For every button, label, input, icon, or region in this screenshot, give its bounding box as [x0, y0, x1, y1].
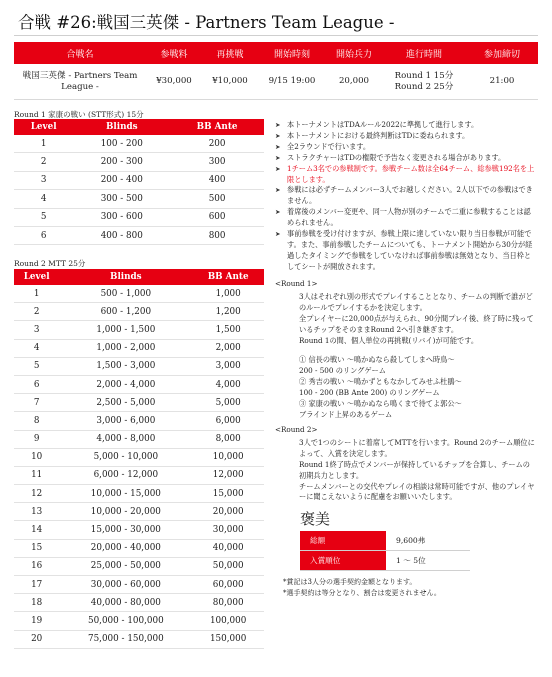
prize-row-total	[300, 531, 470, 551]
event-duration	[382, 64, 466, 100]
round2-header-level: Level	[14, 269, 59, 285]
blinds-cell: 15,000 - 30,000	[59, 521, 192, 539]
round2-level-row	[14, 521, 264, 539]
title-divider	[14, 35, 538, 36]
ante-cell: 30,000	[192, 521, 264, 539]
prize-total-label: 総額	[300, 531, 386, 551]
round2-level-row	[14, 357, 264, 375]
header-reentry: 再挑戦	[202, 42, 258, 64]
ante-cell: 200	[170, 135, 264, 153]
round2-level-row	[14, 339, 264, 357]
blinds-cell: 25,000 - 50,000	[59, 557, 192, 575]
rule-item: ➤ 全2ラウンドで行います。	[275, 142, 537, 153]
ante-cell: 400	[170, 171, 264, 189]
round2-level-row	[14, 375, 264, 393]
ante-cell: 1,500	[192, 321, 264, 339]
ante-cell: 100,000	[192, 612, 264, 630]
info-paragraph: ③ 家康の戦い 〜鳴かぬなら鳴くまで待てよ郭公〜	[299, 399, 462, 409]
round2-label: Round 2 MTT 25分	[14, 259, 86, 268]
event-table	[14, 42, 538, 100]
ante-cell: 6,000	[192, 412, 264, 430]
prize-row-places	[300, 551, 470, 571]
prize-places-label: 入賞順位	[300, 551, 386, 571]
blinds-cell: 5,000 - 10,000	[59, 448, 192, 466]
info-paragraph: 3人で1つのシートに着席してMTTを行います。Round 2のチーム順位によって、入賞を決定します。	[299, 437, 535, 458]
info-paragraph: Round 1終了時点でメンバーが保持しているチップを合算し、チームの初期兵力とします。	[299, 459, 530, 480]
blinds-cell: 50,000 - 100,000	[59, 612, 192, 630]
level-cell: 5	[14, 208, 73, 226]
round2-level-row	[14, 285, 264, 303]
level-cell: 3	[14, 171, 73, 189]
round2-level-row	[14, 485, 264, 503]
blinds-cell: 600 - 1,200	[59, 303, 192, 321]
blinds-cell: 300 - 600	[73, 208, 170, 226]
rule-item: ➤ ストラクチャーはTDの権限で予告なく変更される場合があります。	[275, 153, 537, 164]
event-stack: 20,000	[326, 64, 382, 100]
rules-list	[275, 120, 537, 273]
round2-info-body	[275, 438, 537, 503]
round2-level-row	[14, 630, 264, 648]
level-cell: 11	[14, 466, 59, 484]
blinds-cell: 4,000 - 8,000	[59, 430, 192, 448]
prize-note: *選手契約は等分となり、割合は変更されません。	[283, 588, 441, 597]
duration-round1: Round 1 15分	[394, 70, 454, 81]
level-cell: 6	[14, 226, 73, 244]
level-cell: 10	[14, 448, 59, 466]
ante-cell: 3,000	[192, 357, 264, 375]
prize-title: 褒美	[300, 510, 331, 528]
ante-cell: 8,000	[192, 430, 264, 448]
level-cell: 17	[14, 576, 59, 594]
ante-cell: 4,000	[192, 375, 264, 393]
blinds-cell: 2,000 - 4,000	[59, 375, 192, 393]
rule-item: ➤ 本トーナメントにおける最終判断はTDに委ねられます。	[275, 131, 537, 142]
event-deadline: 21:00	[466, 64, 538, 100]
header-start-stack: 開始兵力	[326, 42, 382, 64]
ante-cell: 40,000	[192, 539, 264, 557]
prize-note: *賞記は3人分の選手契約金額となります。	[283, 578, 417, 586]
rule-item: ➤ 参戦には必ずチームメンバー3人でお越しください。2人以下での参戦はできません。	[275, 185, 537, 207]
rule-item: ➤ 事前参戦を受け付けますが、参戦上限に達していない限り当日参戦が可能です。また、事前参戦したチームについても、トーナメント開始から30分が経過したタイミングで参戦をしていなければ事前参戦は無効となり、当日枠としてシートが開放されます。	[275, 229, 537, 273]
level-cell: 12	[14, 485, 59, 503]
event-header-row	[14, 42, 538, 64]
level-cell: 15	[14, 539, 59, 557]
round2-level-row	[14, 412, 264, 430]
level-cell: 20	[14, 630, 59, 648]
header-deadline: 参加締切	[466, 42, 538, 64]
blinds-cell: 200 - 400	[73, 171, 170, 189]
round1-info	[275, 279, 537, 421]
info-paragraph: ブラインド上昇のあるゲーム	[299, 409, 393, 419]
level-cell: 2	[14, 153, 73, 171]
ante-cell: 12,000	[192, 466, 264, 484]
level-cell: 19	[14, 612, 59, 630]
ante-cell: 600	[170, 208, 264, 226]
round1-info-head: <Round 1>	[275, 279, 318, 288]
round1-level-row	[14, 208, 264, 226]
round2-level-row	[14, 394, 264, 412]
page-title: 合戦 #26:戦国三英傑 - Partners Team League -	[18, 13, 395, 32]
blinds-cell: 40,000 - 80,000	[59, 594, 192, 612]
info-paragraph: 200 - 500 のリングゲーム	[299, 366, 386, 376]
round1-level-row	[14, 190, 264, 208]
round2-info-head: <Round 2>	[275, 425, 318, 434]
round1-label: Round 1 家康の戦い (STT形式) 15分	[14, 110, 144, 119]
round2-blinds-table	[14, 269, 264, 649]
event-reentry: ¥10,000	[202, 64, 258, 100]
round2-level-row	[14, 503, 264, 521]
prize-places-value: 1 〜 5位	[386, 551, 470, 571]
round2-level-row	[14, 576, 264, 594]
blinds-cell: 75,000 - 150,000	[59, 630, 192, 648]
level-cell: 13	[14, 503, 59, 521]
level-cell: 3	[14, 321, 59, 339]
info-paragraph: ② 秀吉の戦い 〜鳴かずともなかしてみせふ杜鵑〜	[299, 377, 462, 387]
blinds-cell: 3,000 - 6,000	[59, 412, 192, 430]
ante-cell: 60,000	[192, 576, 264, 594]
event-name: 戦国三英傑 - Partners Team League -	[14, 64, 146, 100]
duration-round2: Round 2 25分	[394, 81, 454, 92]
event-row	[14, 64, 538, 100]
prize-table	[300, 531, 470, 571]
level-cell: 9	[14, 430, 59, 448]
info-paragraph: 100 - 200 (BB Ante 200) のリングゲーム	[299, 388, 440, 398]
blinds-cell: 1,500 - 3,000	[59, 357, 192, 375]
round2-level-row	[14, 430, 264, 448]
ante-cell: 1,200	[192, 303, 264, 321]
round1-header-level: Level	[14, 119, 73, 135]
info-paragraph: Round 1の間、個人単位の再挑戦(リバイ)が可能です。	[299, 335, 479, 345]
ante-cell: 800	[170, 226, 264, 244]
info-paragraph: ① 信長の戦い 〜鳴かぬなら殺してしまへ時鳥〜	[299, 355, 455, 365]
round2-level-row	[14, 466, 264, 484]
blinds-cell: 400 - 800	[73, 226, 170, 244]
blinds-cell: 200 - 300	[73, 153, 170, 171]
header-start-time: 開始時刻	[258, 42, 326, 64]
blinds-cell: 20,000 - 40,000	[59, 539, 192, 557]
ante-cell: 150,000	[192, 630, 264, 648]
round1-header-blinds: Blinds	[73, 119, 170, 135]
event-fee: ¥30,000	[146, 64, 202, 100]
round2-level-row	[14, 594, 264, 612]
prize-total-value: 9,600弗	[386, 531, 470, 551]
round2-level-row	[14, 539, 264, 557]
info-paragraph: 3人はそれぞれ別の形式でプレイすることとなり、チームの判断で誰がどのルールでプレイするかを決定します。	[299, 291, 533, 312]
ante-cell: 15,000	[192, 485, 264, 503]
blinds-cell: 100 - 200	[73, 135, 170, 153]
blinds-cell: 10,000 - 20,000	[59, 503, 192, 521]
round2-header-row	[14, 269, 264, 285]
level-cell: 6	[14, 375, 59, 393]
round1-header-ante: BB Ante	[170, 119, 264, 135]
event-start: 9/15 19:00	[258, 64, 326, 100]
header-event-name: 合戦名	[14, 42, 146, 64]
ante-cell: 20,000	[192, 503, 264, 521]
rules-notes	[275, 120, 537, 273]
round1-header-row	[14, 119, 264, 135]
header-duration: 進行時間	[382, 42, 466, 64]
level-cell: 1	[14, 285, 59, 303]
ante-cell: 50,000	[192, 557, 264, 575]
blinds-cell: 300 - 500	[73, 190, 170, 208]
ante-cell: 10,000	[192, 448, 264, 466]
level-cell: 16	[14, 557, 59, 575]
round1-blinds-table	[14, 119, 264, 245]
level-cell: 7	[14, 394, 59, 412]
level-cell: 4	[14, 190, 73, 208]
level-cell: 1	[14, 135, 73, 153]
level-cell: 2	[14, 303, 59, 321]
round2-header-blinds: Blinds	[59, 269, 192, 285]
blinds-cell: 1,000 - 2,000	[59, 339, 192, 357]
round2-info	[275, 425, 537, 503]
round1-level-row	[14, 135, 264, 153]
round1-level-row	[14, 171, 264, 189]
spacer	[299, 346, 537, 355]
blinds-cell: 2,500 - 5,000	[59, 394, 192, 412]
level-cell: 14	[14, 521, 59, 539]
ante-cell: 500	[170, 190, 264, 208]
round2-header-ante: BB Ante	[192, 269, 264, 285]
rule-item: ➤ 1チーム3名での参戦制です。参戦チーム数は全64チーム、総参戦192名を上限とします。	[275, 164, 537, 186]
rule-item: ➤ 本トーナメントはTDAルール2022に準拠して進行します。	[275, 120, 537, 131]
blinds-cell: 6,000 - 12,000	[59, 466, 192, 484]
round1-level-row	[14, 226, 264, 244]
ante-cell: 5,000	[192, 394, 264, 412]
info-paragraph: 全プレイヤーに20,000点が与えられ、90分間プレイ後、終了時に残っているチップをそのままRound 2へ引き継ぎます。	[299, 313, 534, 334]
rule-item: ➤ 着席後のメンバー変更や、同一人物が別のチームで二重に参戦することは認められません。	[275, 207, 537, 229]
blinds-cell: 500 - 1,000	[59, 285, 192, 303]
blinds-cell: 10,000 - 15,000	[59, 485, 192, 503]
round2-level-row	[14, 612, 264, 630]
blinds-cell: 1,000 - 1,500	[59, 321, 192, 339]
ante-cell: 80,000	[192, 594, 264, 612]
round1-level-row	[14, 153, 264, 171]
header-fee: 参戦料	[146, 42, 202, 64]
level-cell: 4	[14, 339, 59, 357]
level-cell: 18	[14, 594, 59, 612]
blinds-cell: 30,000 - 60,000	[59, 576, 192, 594]
round2-level-row	[14, 303, 264, 321]
level-cell: 5	[14, 357, 59, 375]
round1-info-body	[275, 292, 537, 421]
round2-level-row	[14, 557, 264, 575]
round2-level-row	[14, 321, 264, 339]
round2-level-row	[14, 448, 264, 466]
ante-cell: 1,000	[192, 285, 264, 303]
ante-cell: 300	[170, 153, 264, 171]
ante-cell: 2,000	[192, 339, 264, 357]
level-cell: 8	[14, 412, 59, 430]
info-paragraph: チームメンバーとの交代やプレイの相談は常時可能ですが、他のプレイヤーに聞こえないように配慮をお願いいたします。	[299, 481, 535, 502]
prize-notes	[283, 577, 441, 598]
